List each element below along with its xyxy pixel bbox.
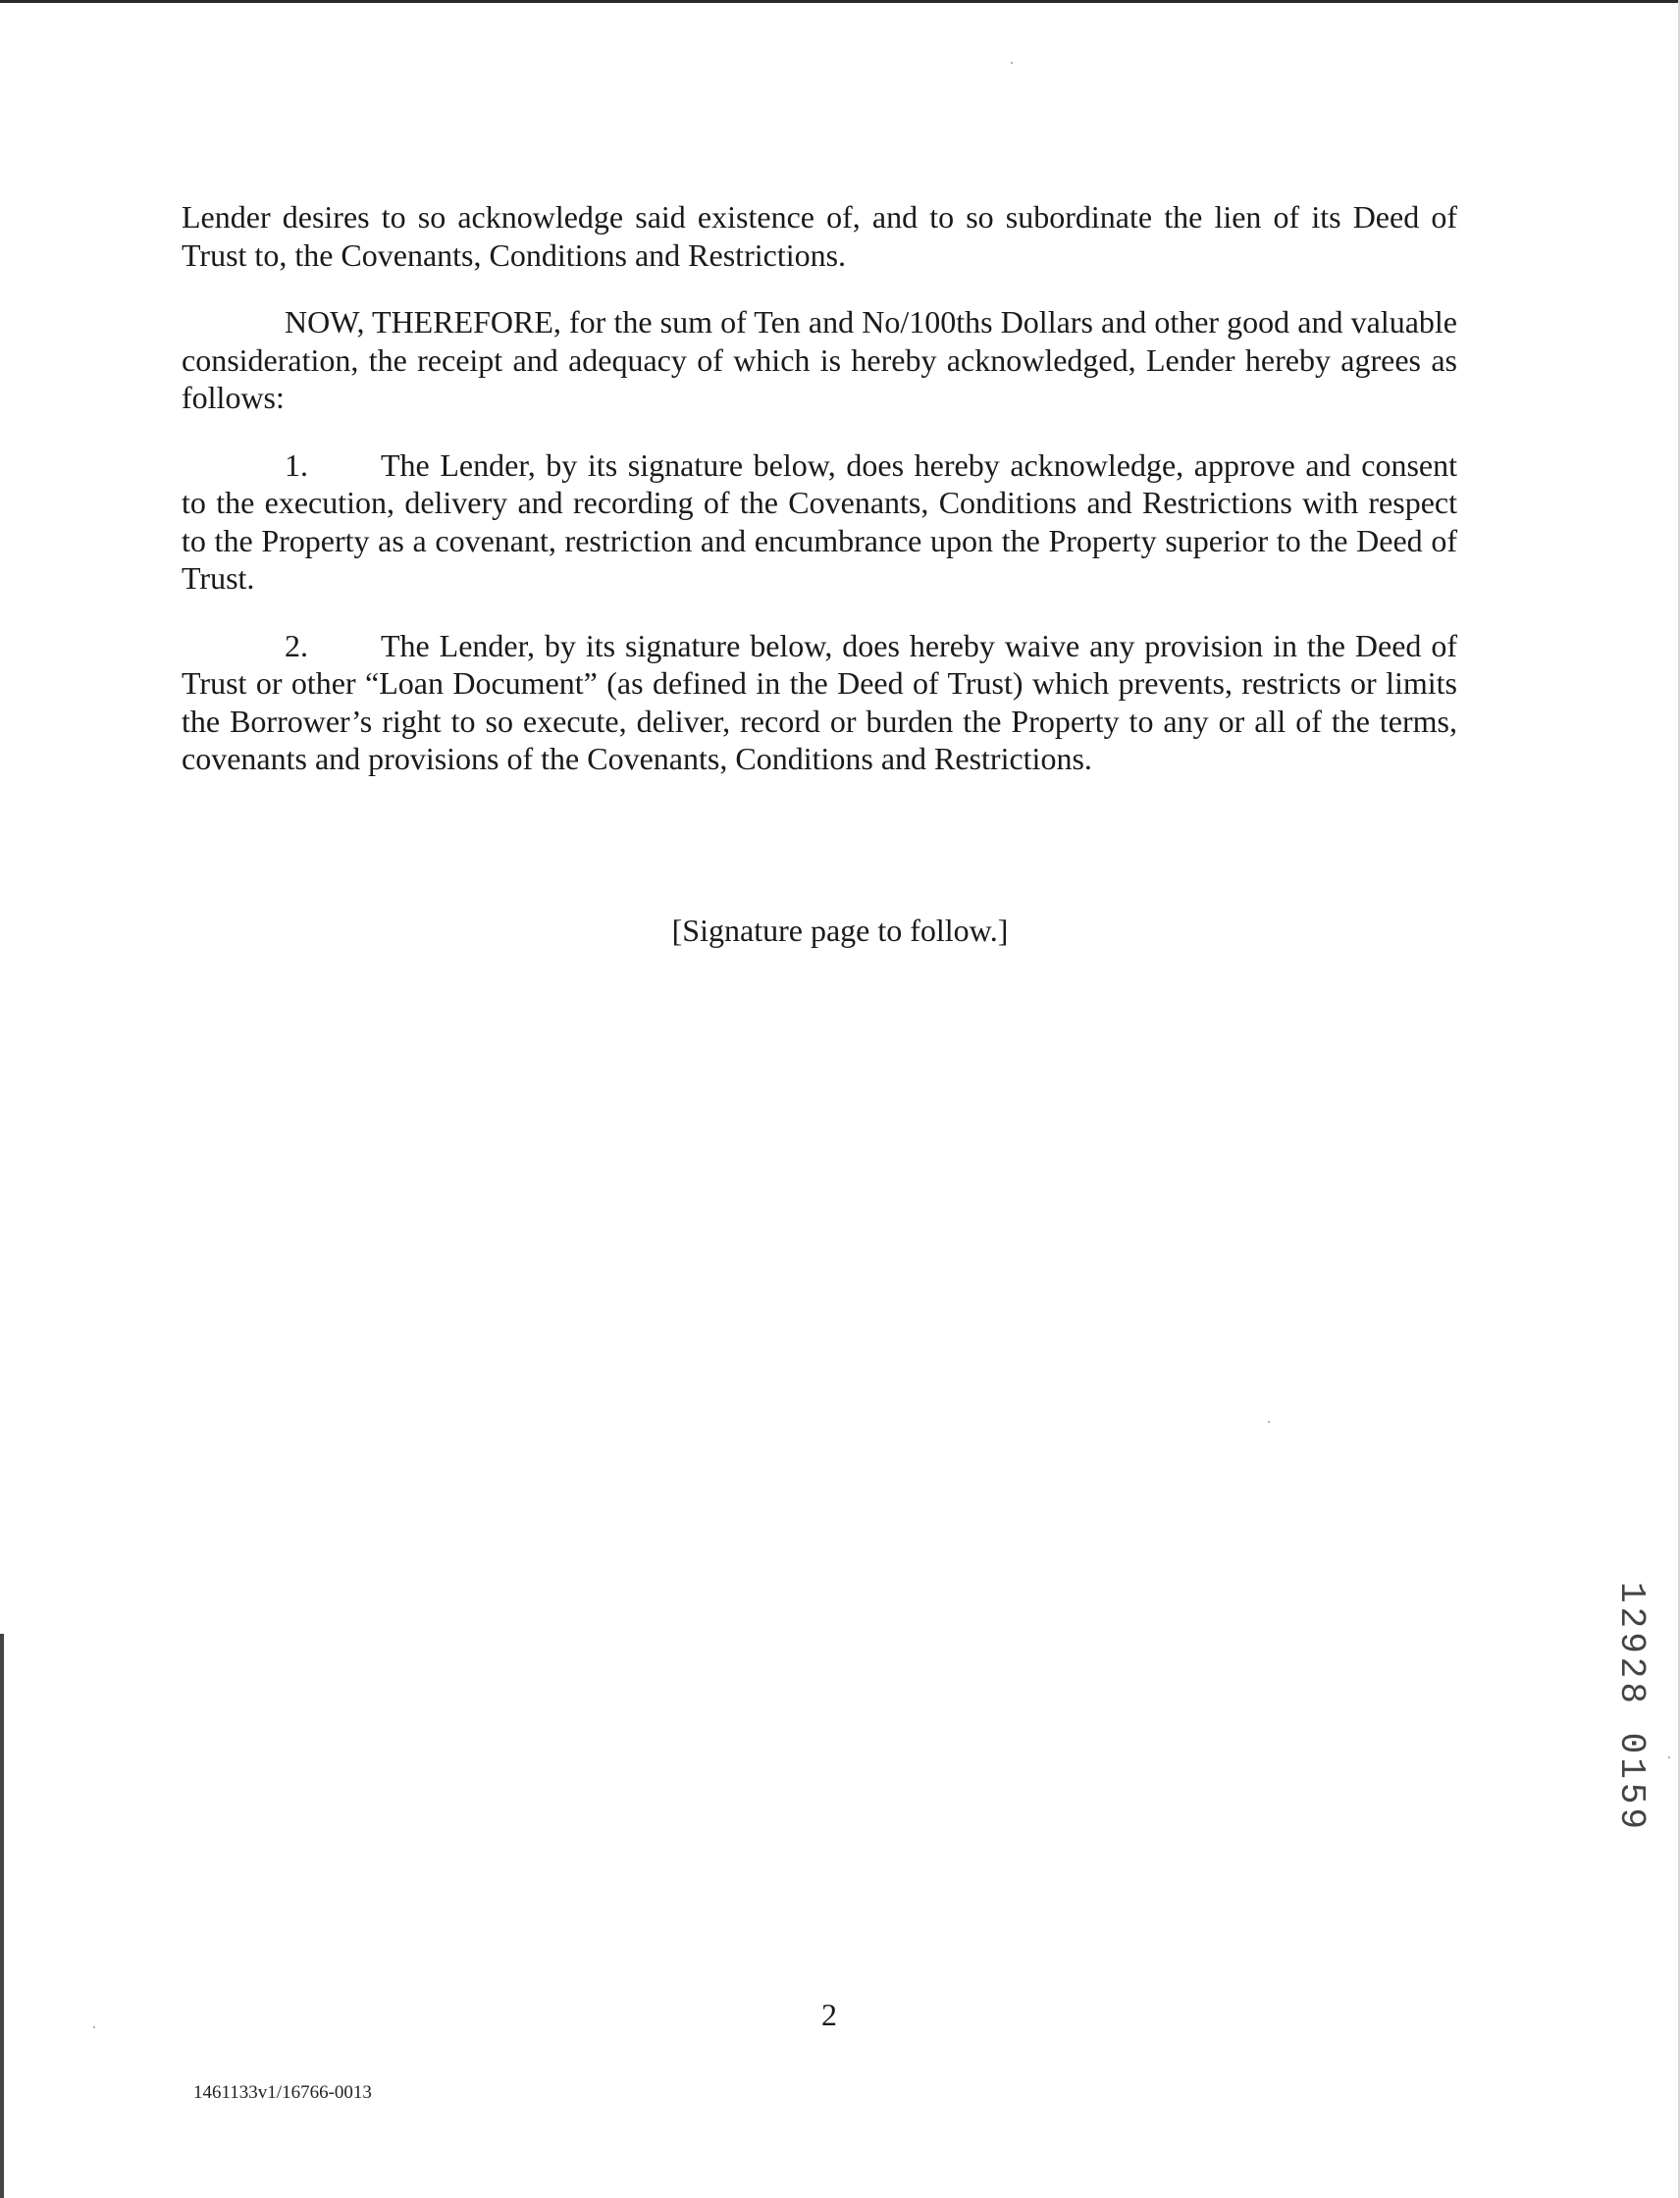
item-2-number: 2.: [285, 627, 308, 663]
page-number: 2: [821, 1997, 837, 2032]
paragraph-now-therefore: NOW, THEREFORE, for the sum of Ten and No/100ths Dollars and other good and valuable consideration, the receipt and adequacy of which is hereby acknowledged, Lender hereby agrees as follows:: [182, 304, 1457, 415]
signature-note: [Signature page to follow.]: [671, 913, 1009, 948]
document-id: 1461133v1/16766-0013: [193, 2082, 372, 2103]
paragraph-item-2: [182, 627, 1457, 778]
recording-number-stamp: 12928 0159: [1611, 1582, 1652, 1834]
paragraph-item-1: [182, 446, 1457, 598]
document-body: [182, 198, 1457, 808]
scan-edge-left: [0, 1634, 4, 2198]
paragraph-recital: Lender desires to so acknowledge said existence of, and to so subordinate the lien of its Deed of Trust to, the Covenants, Conditions and Restrictions.: [182, 199, 1457, 273]
scan-speck: [1268, 1421, 1270, 1423]
item-1-number: 1.: [285, 446, 308, 483]
item-1-text: The Lender, by its signature below, does hereby acknowledge, approve and consent to the execution, delivery and recording of the Covenants, Conditions and Restrictions with respect to the Property as a covenant, restriction and encumbrance upon the Property superior to the Deed of Trust.: [182, 446, 1457, 596]
item-2-text: The Lender, by its signature below, does hereby waive any provision in the Deed of Trust or other “Loan Document” (as defined in the Deed of Trust) which prevents, restricts or limits the Borrower’s right to so execute, deliver, record or burden the Property to any or all of the terms, covenants and provisions of the Covenants, Conditions and Restrictions.: [182, 627, 1457, 776]
scan-speck: [1011, 62, 1013, 64]
scan-edge-top: [0, 0, 1680, 3]
scan-speck: [1668, 1756, 1670, 1758]
